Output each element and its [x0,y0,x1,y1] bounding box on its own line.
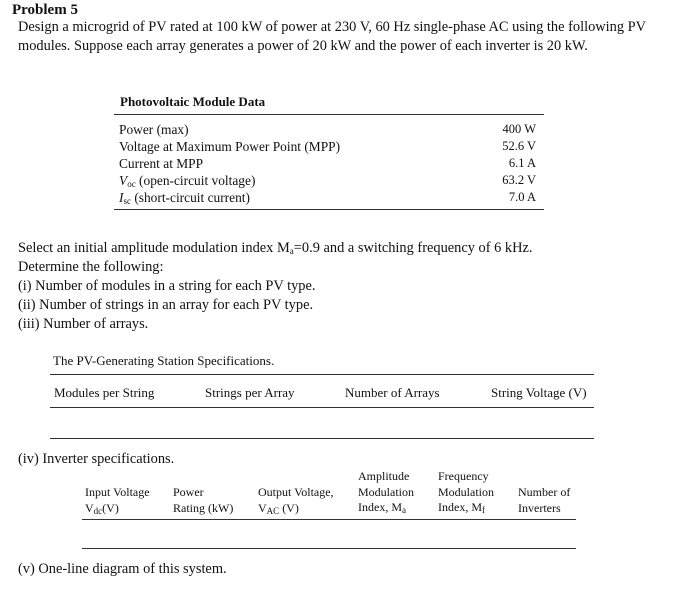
pv-table-top-rule [114,114,544,115]
inverter-table-header-rule [82,519,576,520]
column-header: String Voltage (V) [491,385,587,400]
pv-row-value: 63.2 V [502,173,536,187]
column-header: Number of Arrays [345,385,440,400]
instruction-line: Select an initial amplitude modulation index $M_a=0.9$ and a switching frequency of 6 kHz. [18,240,533,256]
inverter-heading: (iv) Inverter specifications. [18,451,175,467]
problem-title: Problem 5 [12,2,78,18]
question-item: (i) Number of modules in a string for each PV type. [18,278,316,294]
pv-row-label: $V_{oc}$ (open-circuit voltage) [119,173,256,189]
pv-row-label: Voltage at Maximum Power Point (MPP) [119,139,341,154]
column-header: Strings per Array [205,385,295,400]
inv-header-frequency-index: Frequency Modulation Index, $M_f$ [438,469,494,515]
pv-row-value: 52.6 V [502,139,536,153]
instruction-line: Determine the following: [18,259,164,275]
station-table-top-rule [50,374,594,375]
pv-row-value: 400 W [502,122,536,136]
question-item: (iii) Number of arrays. [18,316,149,332]
pv-row-label: Power (max) [119,122,189,137]
pv-row-label: Current at MPP [119,156,204,171]
station-table-bottom-rule [50,438,594,439]
pv-table-bottom-rule [114,209,544,210]
inverter-table-bottom-rule [82,548,576,549]
inv-header-input-voltage: Input Voltage $V_{dc}(V)$ [85,485,150,516]
pv-row-label: $I_{sc}$ (short-circuit current) [119,190,250,206]
final-item: (v) One-line diagram of this system. [18,561,227,577]
question-item: (ii) Number of strings in an array for each PV type. [18,297,314,313]
pv-row-value: 6.1 A [508,156,536,170]
inv-header-output-voltage: Output Voltage, $V_{AC}$ (V) [258,485,334,516]
inv-header-power-rating: Power Rating (kW) [173,485,234,515]
inv-header-amplitude-index: Amplitude Modulation Index, $M_a$ [358,469,414,515]
inv-header-num-inverters: Number of Inverters [518,485,571,515]
column-header: Modules per String [54,385,155,400]
pv-row-value: 7.0 A [508,190,536,204]
station-table-title: The PV-Generating Station Specifications. [53,353,275,368]
pv-table-title: Photovoltaic Module Data [120,94,266,109]
station-table-header-rule [50,407,594,408]
problem-statement: Design a microgrid of PV rated at 100 kW of power at 230 V, 60 Hz single-phase AC using the following PV modules. Suppose each array generates a power of 20 kW and the power of each inverter is 20 kW. [18,19,646,54]
